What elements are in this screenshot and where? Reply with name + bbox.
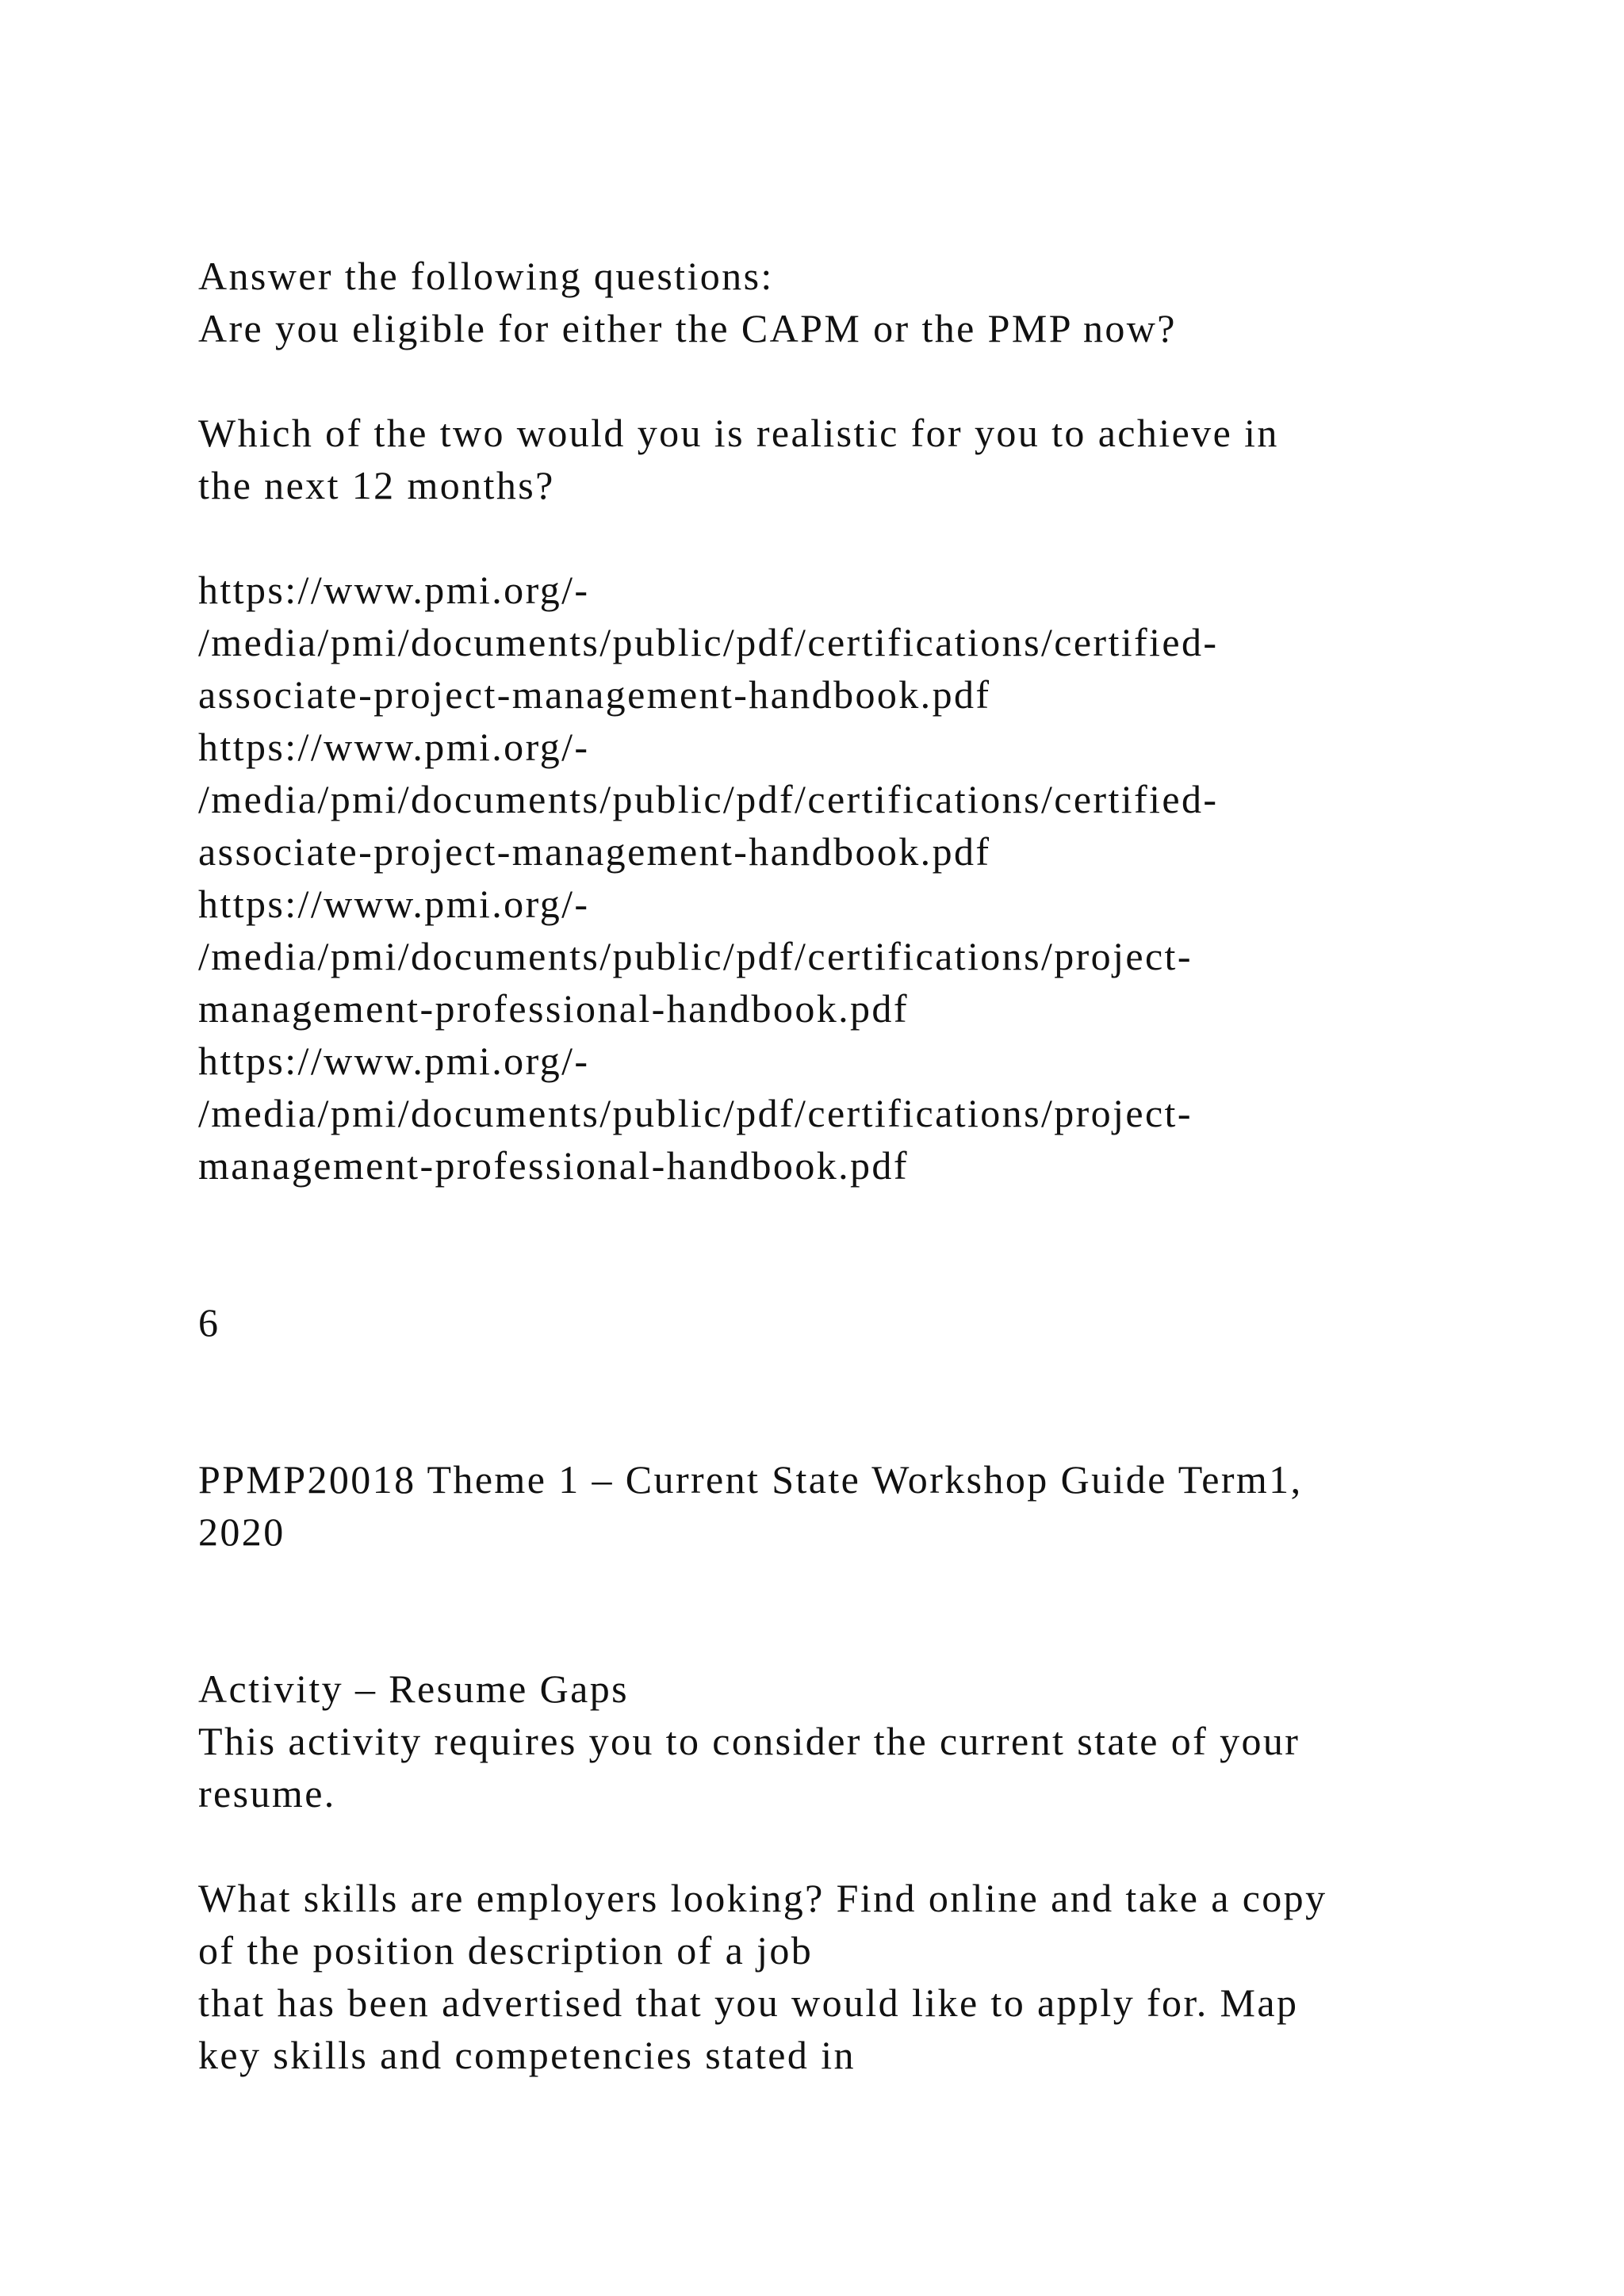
page-number: 6 xyxy=(198,1300,220,1345)
question-eligibility: Are you eligible for either the CAPM or the PMP now? xyxy=(198,306,1177,350)
link-3-line-1: https://www.pmi.org/- xyxy=(198,882,590,926)
link-2-line-2: /media/pmi/documents/public/pdf/certifications/certified- xyxy=(198,777,1219,821)
activity-intro-line-2: resume. xyxy=(198,1771,336,1816)
activity-paragraph-line-1: What skills are employers looking? Find online and take a copy xyxy=(198,1876,1327,1920)
link-4-line-1: https://www.pmi.org/- xyxy=(198,1039,590,1083)
question-realistic-line-1: Which of the two would you is realistic for you to achieve in xyxy=(198,411,1279,455)
link-1-line-1: https://www.pmi.org/- xyxy=(198,568,590,612)
section-title-line-2: 2020 xyxy=(198,1510,285,1554)
link-1-line-2: /media/pmi/documents/public/pdf/certifications/certified- xyxy=(198,620,1219,664)
activity-paragraph-line-3: that has been advertised that you would like to apply for. Map xyxy=(198,1980,1299,2025)
activity-intro-line-1: This activity requires you to consider the current state of your xyxy=(198,1719,1300,1763)
activity-paragraph-line-4: key skills and competencies stated in xyxy=(198,2033,856,2077)
question-realistic-line-2: the next 12 months? xyxy=(198,463,555,507)
link-2-line-1: https://www.pmi.org/- xyxy=(198,725,590,769)
link-3-line-2: /media/pmi/documents/public/pdf/certifications/project- xyxy=(198,934,1193,978)
link-1-line-3: associate-project-management-handbook.pdf xyxy=(198,672,991,717)
section-title-line-1: PPMP20018 Theme 1 – Current State Workshop Guide Term1, xyxy=(198,1457,1303,1502)
link-2-line-3: associate-project-management-handbook.pdf xyxy=(198,829,991,874)
questions-heading: Answer the following questions: xyxy=(198,254,774,298)
activity-title: Activity – Resume Gaps xyxy=(198,1667,630,1711)
activity-paragraph-line-2: of the position description of a job xyxy=(198,1928,814,1973)
link-4-line-3: management-professional-handbook.pdf xyxy=(198,1143,909,1188)
link-4-line-2: /media/pmi/documents/public/pdf/certifications/project- xyxy=(198,1091,1193,1135)
link-3-line-3: management-professional-handbook.pdf xyxy=(198,986,909,1031)
